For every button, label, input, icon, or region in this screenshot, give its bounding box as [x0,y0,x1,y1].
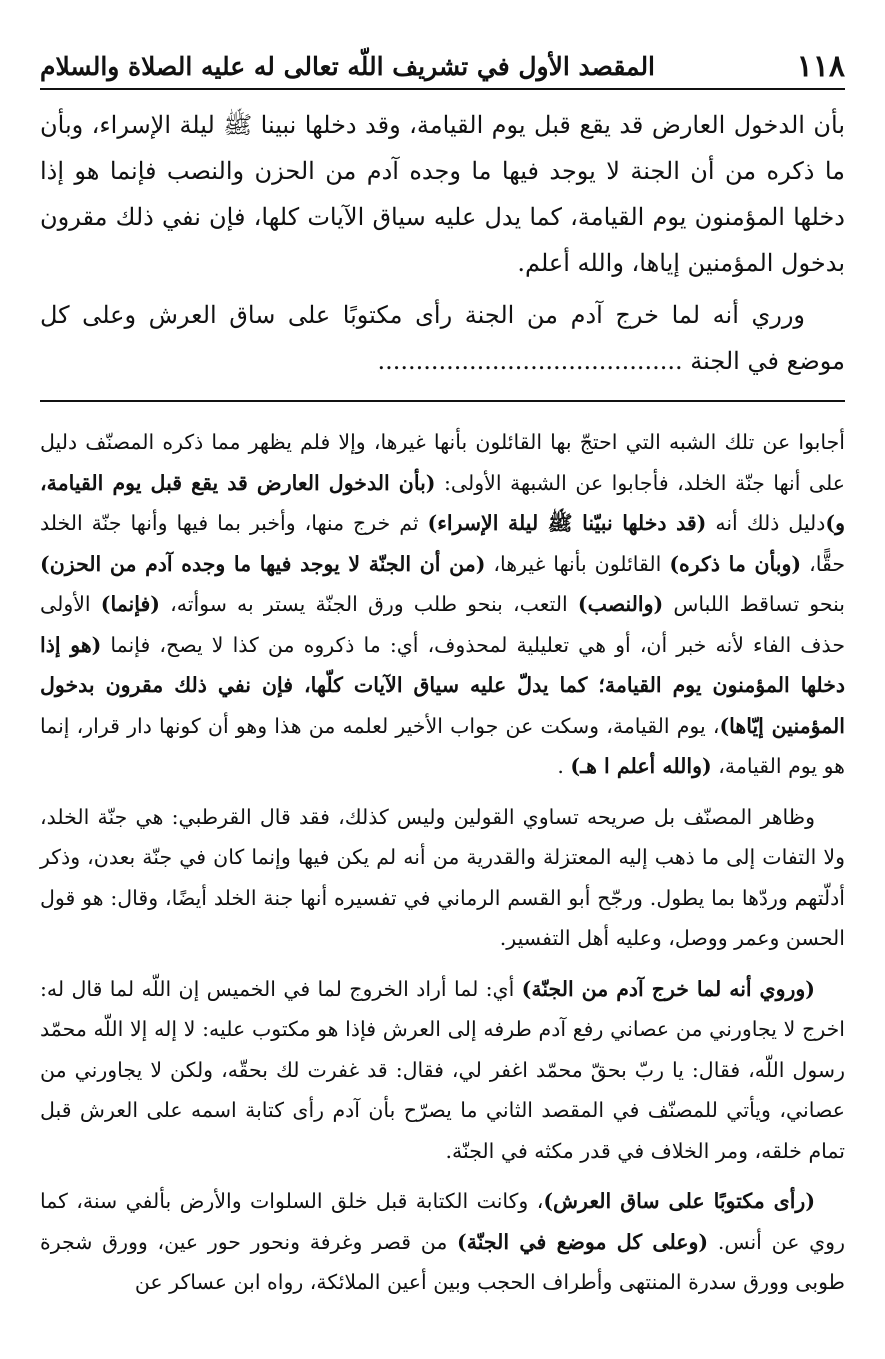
commentary-paragraph: وظاهر المصنّف بل صريحه تساوي القولين وليس كذلك، فقد قال القرطبي: هي جنّة الخلد، ولا التفات إلى ما ذهب إليه المعتزلة والقدرية من أنه لم يكن فيها وإنما كان في جنّة بعدن، وذكر أدلّتهم وردّها بما يطول. ورجّح أبو القسم الرماني في تفسيره أنها جنة الخلد أيضًا، وقال: هو قول الحسن وعمر ووصل، وعليه أهل التفسير. [40,804,845,950]
divider-line [40,400,845,402]
commentary-text: أي: لما أراد الخروج لما في الخميس إن اللّه لما قال له: اخرج لا يجاورني من عصاني رفع آدم طرفه إلى العرش فإذا هو مكتوب عليه: لا إله إلا اللّه محمّد رسول اللّه، فقال: يا ربّ بحقّ محمّد اغفر لي، فقال: قد غفرت لك بحقّه، ولكن لا يجاورني من عصاني، ويأتي للمصنّف في المقصد الثاني ما يصرّح بأن آدم رأى كتابة اسمه على العرش قبل تمام خلقه، ومر الخلاف في قدر مكثه في الجنّة. [40,976,845,1163]
commentary-paragraph [40,422,845,787]
header-title: المقصد الأول في تشريف اللّه تعالى له عليه الصلاة والسلام [40,52,656,81]
commentary-text: ، وكانت الكتابة قبل خلق السلوات والأرض بألفي سنة، كما روي عن أنس. [40,1189,845,1254]
commentary-text: . [557,754,571,778]
main-text-paragraph: بأن الدخول العارض قد يقع قبل يوم القيامة، وقد دخلها نبينا ﷺ ليلة الإسراء، وبأن ما ذكره من أن الجنة لا يوجد فيها ما وجده آدم من الحزن والنصب فإنما هو إذا دخلها المؤمنون يوم القيامة، كما يدل عليه سياق الآيات كلها، فإن نفي ذلك مقرون بدخول المؤمنين إياها، والله أعلم. [40,111,845,277]
commentary-text: القائلون بأنها غيرها، [485,551,670,576]
commentary-text: ، يوم القيامة، وسكت عن جواب الأخير لعلمه من هذا وهو أن كونها دار قرار، إنما هو يوم القيامة، [40,713,845,778]
quoted-text: (والنصب) [577,592,664,616]
quoted-text: (فإنما) [100,592,160,616]
quoted-text: (هو إذا دخلها المؤمنون يوم القيامة؛ كما يدلّ عليه سياق الآيات كلّها، فإن نفي ذلك مقرون بدخول المؤمنين إيّاها) [40,632,845,738]
commentary-text: الأولى حذف الفاء لأنه خبر أن، أو هي تعليلية لمحذوف، أي: ما ذكروه من كذا لا يصح، فإنما [40,592,845,657]
quoted-text: (من أن الجنّة لا يوجد فيها ما وجده آدم من الحزن) [40,551,486,576]
commentary-paragraph [40,969,845,1172]
commentary-text: دليل ذلك أنه [706,511,826,535]
quoted-text: (وعلى كل موضع في الجنّة) [457,1229,709,1254]
commentary-text: من قصر وغرفة ونحور حور عين، وورق شجرة طوبى وورق سدرة المنتهى وأطراف الحجب وبين أعين الملائكة، رواه ابن عساكر عن [40,1229,845,1294]
commentary-text: ثم خرج منها، وأخبر بما فيها وأنها جنّة الخلد حقًّا، [40,511,846,576]
main-text [40,102,845,384]
commentary [40,422,845,1303]
quoted-text: (والله أعلم ا هـ) [570,754,712,778]
quoted-text: (وروي أنه لما خرج آدم من الجنّة) [521,976,816,1001]
quoted-text: (رأى مكتوبًا على ساق العرش) [543,1189,816,1213]
quoted-text: (قد دخلها نبيّنا ﷺ ليلة الإسراء) [427,511,707,535]
commentary-text: التعب، بنحو طلب ورق الجنّة يستر به سوأته، [160,592,578,616]
running-header [40,0,845,90]
page-number: ١١٨ [796,49,845,84]
commentary-text: أجابوا عن تلك الشبه التي احتجّ بها القائلون بأنها غيرها، وإلا فلم يظهر مما ذكره المصنّف دليل على أنها جنّة الخلد، فأجابوا عن الشبهة الأولى: [40,430,845,495]
main-text-paragraph: ورري أنه لما خرج آدم من الجنة رأى مكتوبًا على ساق العرش وعلى كل موضع في الجنة ........................................ [40,301,845,375]
commentary-text: بنحو تساقط اللباس [663,592,845,616]
quoted-text: (بأن الدخول العارض قد يقع قبل يوم القيامة، و) [40,470,845,535]
quoted-text: (وبأن ما ذكره) [669,551,802,576]
commentary-paragraph [40,1181,845,1303]
